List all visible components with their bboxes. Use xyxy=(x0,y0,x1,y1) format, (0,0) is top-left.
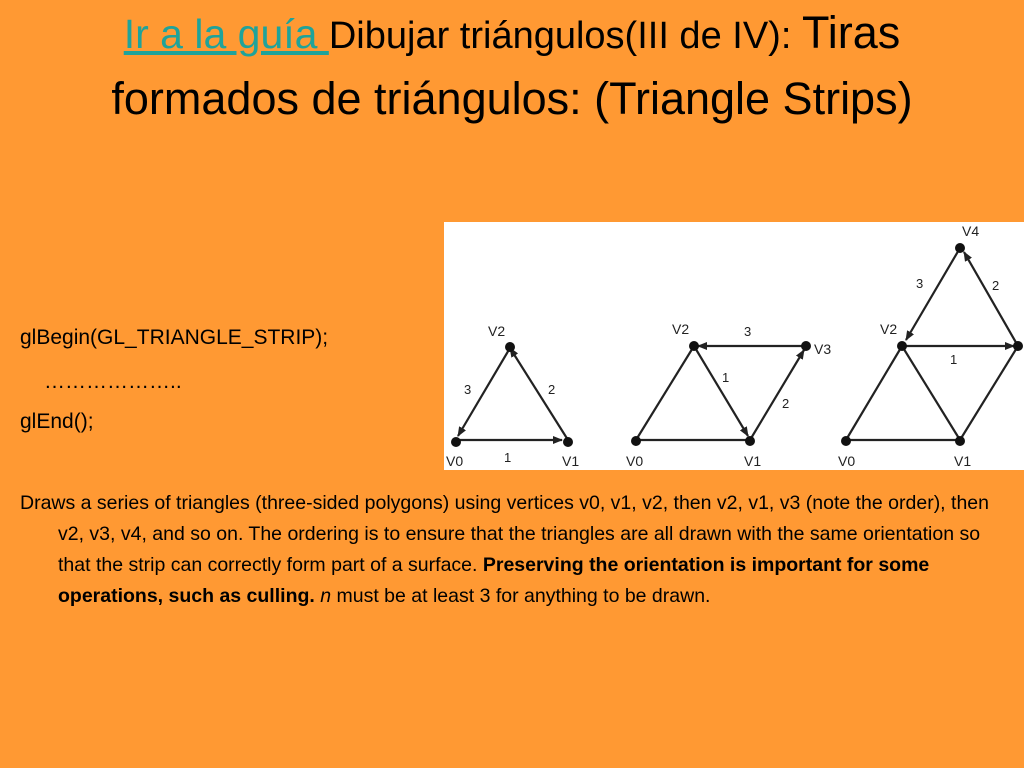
edge-label-1: 1 xyxy=(950,352,958,367)
label-v2: V2 xyxy=(672,321,690,337)
vertex-v2 xyxy=(689,341,699,351)
edge-label-2: 2 xyxy=(992,278,1000,293)
vertex-v0 xyxy=(631,436,641,446)
label-v0: V0 xyxy=(446,453,464,469)
edge-label-2: 2 xyxy=(548,382,556,397)
label-v1: V1 xyxy=(954,453,972,469)
code-glbegin: glBegin(GL_TRIANGLE_STRIP); xyxy=(20,326,329,349)
panel-2-vertices xyxy=(631,341,811,446)
edge-left xyxy=(846,346,902,440)
edge-diagonal-2 xyxy=(750,350,804,440)
description-bold: Preserving the orientation is important for some operations, such as culling. xyxy=(58,554,930,607)
edge-right-2 xyxy=(964,252,1018,346)
label-v2: V2 xyxy=(488,323,506,339)
label-v0: V0 xyxy=(626,453,644,469)
edge-label-1: 1 xyxy=(722,370,730,385)
vertex-v3 xyxy=(801,341,811,351)
code-glend: glEnd(); xyxy=(20,410,94,433)
title-part-1: Dibujar triángulos(III de IV): xyxy=(328,15,802,57)
vertex-v0 xyxy=(451,437,461,447)
edge-label-1: 1 xyxy=(504,450,512,465)
slide-title xyxy=(40,2,984,134)
label-v0: V0 xyxy=(838,453,856,469)
diagram-svg xyxy=(444,222,1024,470)
vertex-v2 xyxy=(505,342,515,352)
edge-right xyxy=(960,346,1018,440)
panel-3 xyxy=(846,248,1018,440)
panel-2 xyxy=(636,346,806,440)
label-v1: V1 xyxy=(744,453,762,469)
code-ellipsis: ……………….. xyxy=(44,370,182,393)
edge-label-3: 3 xyxy=(464,382,472,397)
triangle-strip-diagram xyxy=(444,222,1024,470)
label-v1: V1 xyxy=(562,453,580,469)
description-text-2: must be at least 3 for anything to be drawn. xyxy=(331,585,711,607)
vertex-v4 xyxy=(955,243,965,253)
vertex-v1 xyxy=(955,436,965,446)
edge-diagonal-1 xyxy=(694,346,748,436)
edge-label-3: 3 xyxy=(916,276,924,291)
edge-left-3 xyxy=(906,248,960,340)
edge-label-2: 2 xyxy=(782,396,790,411)
vertex-v2 xyxy=(897,341,907,351)
edge-left xyxy=(636,346,694,440)
vertex-v0 xyxy=(841,436,851,446)
title-part-2: Tiras formados de triángulos: (Triangle Strips) xyxy=(111,7,913,124)
edge-2 xyxy=(510,348,568,440)
description-text-1: Draws a series of triangles (three-sided polygons) using vertices v0, v1, v2, then v2, v1, v3 (note the order), then v2, v3, v4, and so on. The ordering is to ensure that the triangles are all drawn with the same orientation so that the strip can correctly form part of a surface. xyxy=(20,492,989,576)
guide-link[interactable]: Ir a la guía xyxy=(123,11,329,57)
edge-label-3: 3 xyxy=(744,324,752,339)
panel-3-vertices xyxy=(841,243,1023,446)
label-v3: V3 xyxy=(814,341,832,357)
vertex-v1 xyxy=(563,437,573,447)
vertex-v3 xyxy=(1013,341,1023,351)
vertex-v1 xyxy=(745,436,755,446)
label-v2: V2 xyxy=(880,321,898,337)
description-paragraph xyxy=(20,488,1018,612)
description-italic-n: n xyxy=(314,585,332,607)
label-v4: V4 xyxy=(962,223,980,239)
